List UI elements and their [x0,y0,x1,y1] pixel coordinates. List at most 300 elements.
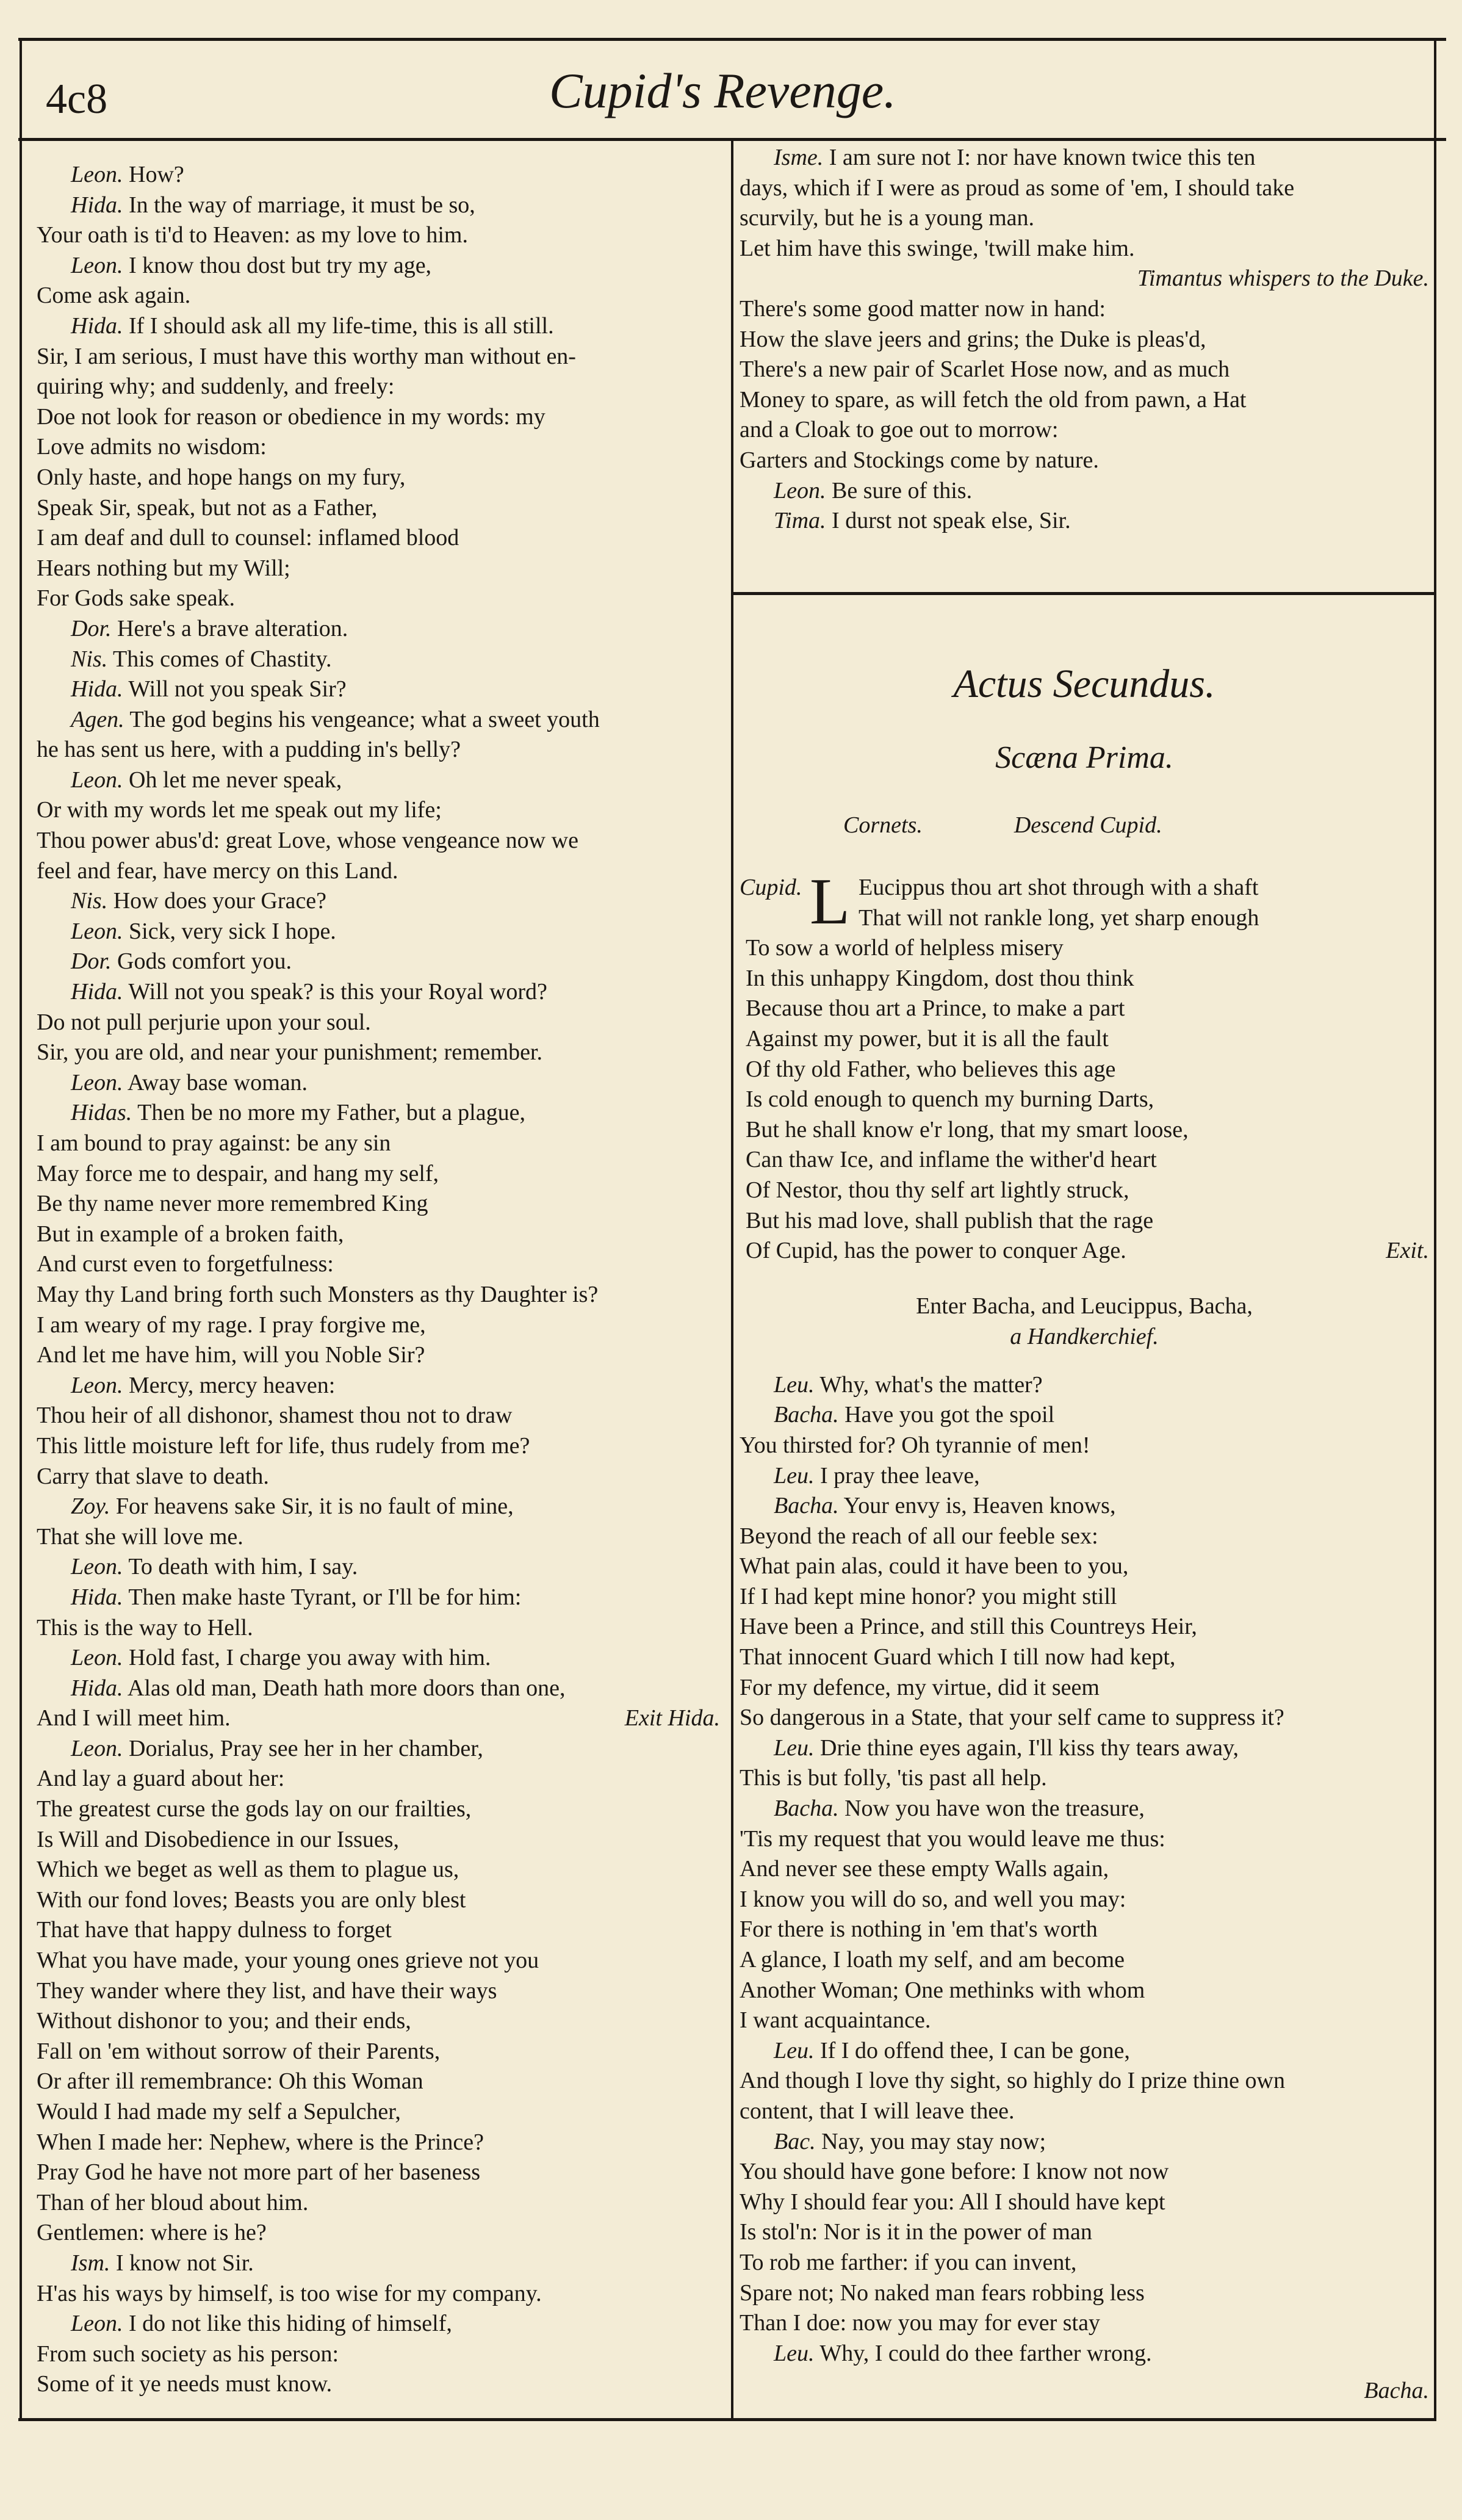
speaker-name: Leon. [774,477,826,504]
line-text: Pray God he have not more part of her baseness [37,2159,481,2186]
text-line [37,856,720,887]
text-line [37,220,720,251]
text-line [740,1824,1429,1855]
line-text: And though I love thy sight, so highly do I prize thine own [740,2068,1285,2094]
line-text: he has sent us here, with a pudding in's belly? [37,737,461,763]
text-line [740,1400,1429,1431]
line-text: Have been a Prince, and still this Countreys Heir, [740,1614,1197,1640]
text-line [740,2006,1429,2036]
line-text: quiring why; and suddenly, and freely: [37,374,395,400]
speaker-name: Hidas. [71,1100,132,1126]
line-text: Or after ill remembrance: Oh this Woman [37,2068,423,2095]
line-text: Beyond the reach of all our feeble sex: [740,1523,1098,1549]
speaker-name: Leon. [71,1372,123,1398]
text-line [740,264,1429,294]
cupid-line: Against my power, but it is all the fault [746,1025,1109,1052]
text-line [37,463,720,493]
speaker-name: Leu. [774,1735,815,1761]
text-line [740,1673,1429,1703]
line-text: Is stol'n: Nor is it in the power of man [740,2219,1092,2245]
speaker-name: Bacha. [774,1402,839,1428]
speaker-name: Agen. [71,706,124,732]
text-line [37,1764,720,1794]
right-column-bottom [740,635,1429,2406]
text-line [37,1703,720,1734]
line-text: And never see these empty Walls again, [740,1856,1109,1882]
line-text: Or with my words let me speak out my life; [37,797,442,823]
line-text: If I should ask all my life-time, this is all still. [129,312,554,339]
text-line [37,1310,720,1341]
left-frame-rule [20,38,22,2421]
line-text: Garters and Stockings come by nature. [740,447,1099,473]
act-heading: Actus Secundus. [953,662,1215,706]
text-line [740,1431,1429,1461]
speaker-cupid: Cupid. [740,875,802,900]
text-line [37,917,720,947]
stage-direction-cornets [740,807,1429,843]
text-line [740,143,1429,173]
text-line [740,1522,1429,1552]
text-line [37,2006,720,2037]
text-line [37,1098,720,1128]
speaker-name: Leon. [71,767,123,793]
line-text: Be sure of this. [832,477,973,504]
text-line [37,2339,720,2370]
text-line [37,2037,720,2067]
text-line [37,1340,720,1371]
line-text: Sir, you are old, and near your punishment; remember. [37,1039,542,1066]
speaker-name: Bac. [774,2128,816,2154]
text-line [37,826,720,856]
line-text: But in example of a broken faith, [37,1221,344,1247]
speaker-name: Zoy. [71,1493,110,1520]
line-text: To rob me farther: if you can invent, [740,2249,1077,2275]
text-line [37,795,720,826]
text-line [37,2128,720,2158]
line-text: Why, I could do thee farther wrong. [819,2340,1152,2366]
text-line [740,2066,1429,2096]
cupid-line: But his mad love, shall publish that the rage [746,1207,1154,1233]
text-line [37,977,720,1008]
text-line [740,2339,1429,2369]
text-line [37,2369,720,2400]
text-line [740,1551,1429,1582]
speaker-name: Leu. [774,1371,815,1398]
cupid-line: That will not rankle long, yet sharp enough [859,904,1259,931]
text-line [37,1159,720,1190]
text-line [37,1280,720,1310]
line-text: Hears nothing but my Will; [37,555,290,581]
text-line [740,2217,1429,2248]
line-text: Then be no more my Father, but a plague, [137,1100,525,1126]
text-line [740,325,1429,355]
line-text: How the slave jeers and grins; the Duke is pleas'd, [740,326,1206,352]
running-title: Cupid's Revenge. [549,63,896,118]
text-line [37,1643,720,1673]
text-line [37,1522,720,1553]
line-text: Sir, I am serious, I must have this worthy man without en- [37,343,576,369]
cupid-line: Of Cupid, has the power to conquer Age. [746,1238,1126,1264]
text-line [740,2157,1429,2187]
line-text: Fall on 'em without sorrow of their Parents, [37,2038,441,2064]
line-text: I know thou dost but try my age, [129,252,432,278]
cupid-line: But he shall know e'r long, that my smart loose, [746,1116,1189,1143]
line-text: Mercy, mercy heaven: [129,1372,336,1398]
text-line [740,1703,1429,1733]
line-text: How? [129,162,184,187]
text-line [37,1462,720,1492]
line-text: Why I should fear you: All I should have kept [740,2189,1165,2215]
text-line [37,523,720,554]
bottom-rule [18,2418,1436,2421]
line-text: I pray thee leave, [820,1462,980,1489]
text-line [37,886,720,917]
line-text: Your envy is, Heaven knows, [843,1493,1116,1519]
line-text: Some of it ye needs must know. [37,2371,333,2397]
text-line [37,2279,720,2309]
text-line [740,1612,1429,1642]
enter-direction [740,1291,1429,1352]
line-text: Here's a brave alteration. [117,615,348,641]
stage-direction: Exit Hida. [624,1705,720,1731]
line-text: That she will love me. [37,1523,243,1550]
text-line [740,2096,1429,2127]
line-text: The greatest curse the gods lay on our frailties, [37,1796,472,1822]
text-line [37,644,720,675]
text-line [740,2248,1429,2278]
text-line [37,1492,720,1522]
text-line [740,2187,1429,2218]
text-line [37,160,720,190]
line-text: There's some good matter now in hand: [740,295,1106,322]
text-line [37,1673,720,1704]
cupid-line: Because thou art a Prince, to make a part [746,995,1125,1022]
line-text: The god begins his vengeance; what a sweet youth [129,706,600,732]
line-text: Will not you speak Sir? [128,676,347,702]
line-text: And let me have him, will you Noble Sir? [37,1342,425,1368]
text-line [37,554,720,584]
line-text: Spare not; No naked man fears robbing less [740,2280,1145,2306]
text-line [37,1249,720,1280]
text-line [740,1642,1429,1673]
text-line [740,1733,1429,1764]
text-line [740,1854,1429,1885]
line-text: I know not Sir. [115,2250,254,2276]
speaker-name: Hida. [71,1675,123,1701]
line-text: That innocent Guard which I till now had kept, [740,1644,1176,1670]
line-text: and a Cloak to goe out to morrow: [740,417,1059,443]
line-text: And lay a guard about her: [37,1766,285,1792]
line-text: This comes of Chastity. [113,646,332,672]
text-line [37,1613,720,1644]
line-text: When I made her: Nephew, where is the Prince? [37,2129,484,2155]
text-line [37,2188,720,2219]
line-text: Will not you speak? is this your Royal word? [128,979,547,1005]
speaker-name: Hida. [71,312,123,339]
line-text: Money to spare, as will fetch the old from pawn, a Hat [740,386,1247,413]
line-text: I am weary of my rage. I pray forgive me, [37,1312,426,1338]
line-text: I am bound to pray against: be any sin [37,1130,391,1156]
line-text: Oh let me never speak, [129,767,342,793]
speaker-name: Leon. [71,1735,123,1761]
cupid-line: To sow a world of helpless misery [746,935,1064,961]
speaker-name: Leon. [71,162,123,187]
text-line [740,2308,1429,2339]
line-text: Thou power abus'd: great Love, whose vengeance now we [37,828,578,854]
speaker-name: Leon. [71,252,123,278]
line-text: Thou heir of all dishonor, shamest thou not to draw [37,1403,513,1429]
text-line [740,355,1429,385]
cupid-lines [740,903,1429,1266]
text-line [37,1946,720,1976]
line-text: So dangerous in a State, that your self came to suppress it? [740,1705,1284,1731]
text-line [37,1219,720,1250]
page-number: 4c8 [46,76,108,123]
line-text: I want acquaintance. [740,2007,931,2034]
text-line [37,1885,720,1916]
text-line [37,1552,720,1583]
line-text: scurvily, but he is a young man. [740,205,1035,231]
cupid-speech [740,865,1429,1266]
text-line [37,2309,720,2339]
speaker-name: Dor. [71,615,112,641]
speaker-name: Leon. [71,1554,123,1580]
text-line [740,294,1429,325]
text-line [37,1431,720,1462]
line-text: In the way of marriage, it must be so, [129,192,475,218]
line-text: Do not pull perjurie upon your soul. [37,1009,371,1035]
stage-direction: Timantus whispers to the Duke. [1137,265,1429,292]
line-text: For my defence, my virtue, did it seem [740,1674,1100,1700]
text-line [37,1401,720,1431]
line-text: Then make haste Tyrant, or I'll be for him: [128,1584,522,1610]
text-line [37,311,720,342]
text-line [740,1491,1429,1522]
text-line [37,1794,720,1825]
text-line [37,402,720,433]
line-text: Come ask again. [37,283,191,309]
text-line [740,1885,1429,1915]
text-line [740,506,1429,536]
line-text: For there is nothing in 'em that's worth [740,1916,1098,1943]
speaker-name: Bacha. [774,1493,839,1519]
line-text: You should have gone before: I know not now [740,2159,1169,2185]
line-text: Only haste, and hope hangs on my fury, [37,464,406,490]
text-line [740,476,1429,507]
text-line [37,765,720,796]
line-text: For heavens sake Sir, it is no fault of mine, [115,1493,514,1520]
text-line [37,1825,720,1855]
line-text: If I had kept mine honor? you might still [740,1583,1117,1609]
speaker-name: Isme. [774,145,824,170]
speaker-name: Leon. [71,1069,123,1096]
text-line [37,1068,720,1099]
right-frame-rule [1434,38,1436,2421]
line-text: You thirsted for? Oh tyrannie of men! [740,1432,1090,1458]
line-text: Why, what's the matter? [819,1371,1043,1398]
speaker-name: Leon. [71,2311,123,2337]
cupid-first-line: Eucippus thou art shot through with a shaft [859,875,1259,900]
speaker-name: Dor. [71,948,112,975]
line-text: This little moisture left for life, thus rudely from me? [37,1432,530,1459]
text-line [740,2127,1429,2157]
left-column [37,160,720,2400]
speaker-name: Ism. [71,2250,110,2276]
line-text: Your oath is ti'd to Heaven: as my love to him. [37,222,468,248]
line-text: Is Will and Disobedience in our Issues, [37,1826,400,1852]
speaker-name: Hida. [71,192,123,218]
line-text: They wander where they list, and have their ways [37,1977,497,2004]
exit-direction: Exit. [1386,1238,1429,1264]
text-line [37,674,720,705]
speaker-name: Leu. [774,2037,815,2063]
act-divider-rule [733,592,1435,595]
line-text: Drie thine eyes again, I'll kiss thy tears away, [820,1735,1239,1761]
line-text: May thy Land bring forth such Monsters as thy Daughter is? [37,1281,599,1307]
line-text: Would I had made my self a Sepulcher, [37,2099,401,2125]
dialogue-bottom [740,1370,1429,2369]
text-line [37,342,720,372]
line-text: I do not like this hiding of himself, [129,2311,452,2337]
speaker-name: Hida. [71,676,123,702]
line-text: That have that happy dulness to forget [37,1917,392,1943]
cupid-line: Of Nestor, thou thy self art lightly struck, [746,1177,1129,1203]
text-line [37,2067,720,2097]
line-text: days, which if I were as proud as some of 'em, I should take [740,175,1295,201]
cupid-line: In this unhappy Kingdom, dost thou think [746,965,1134,991]
text-line [37,947,720,977]
text-line [37,1008,720,1038]
cupid-line: Is cold enough to quench my burning Darts, [746,1086,1154,1113]
speaker-name: Hida. [71,979,123,1005]
text-line [37,190,720,221]
text-line [37,251,720,281]
line-text: Be thy name never more remembred King [37,1191,428,1217]
text-line [740,1763,1429,1794]
line-text: Now you have won the treasure, [844,1796,1145,1822]
speaker-name: Nis. [71,646,108,672]
line-text: I am sure not I: nor have known twice this ten [829,145,1256,170]
line-text: Doe not look for reason or obedience in my words: my [37,403,546,430]
line-text: Let him have this swinge, 'twill make him. [740,235,1135,261]
line-text: Gods comfort you. [117,948,292,975]
enter-line-2: a Handkerchief. [1010,1323,1159,1349]
text-line [37,432,720,463]
line-text: Dorialus, Pray see her in her chamber, [129,1735,483,1761]
text-line [740,1976,1429,2006]
text-line [37,372,720,402]
text-line [740,173,1429,204]
text-line [740,1582,1429,1612]
line-text: I know you will do so, and well you may: [740,1886,1126,1912]
line-text: Speak Sir, speak, but not as a Father, [37,494,378,521]
text-line [37,1855,720,1885]
text-line [740,415,1429,446]
text-line [740,1915,1429,1945]
line-text: Sick, very sick I hope. [129,918,336,944]
line-text: 'Tis my request that you would leave me thus: [740,1825,1165,1852]
right-column-top [740,143,1429,536]
text-line [740,1370,1429,1401]
text-line [37,614,720,644]
line-text: Love admits no wisdom: [37,434,267,460]
speaker-name: Hida. [71,1584,123,1610]
text-line [37,1976,720,2007]
line-text: H'as his ways by himself, is too wise for my company. [37,2280,542,2306]
line-text: What you have made, your young ones grieve not you [37,1948,539,1974]
line-text: Another Woman; One methinks with whom [740,1977,1145,2003]
line-text: Nay, you may stay now; [821,2128,1046,2154]
line-text: How does your Grace? [113,888,326,914]
speaker-name: Tima. [774,508,826,534]
text-line [740,2036,1429,2067]
text-line [740,1794,1429,1824]
text-line [37,583,720,614]
text-line [37,1189,720,1219]
line-text: I am deaf and dull to counsel: inflamed blood [37,525,459,551]
line-text: From such society as his person: [37,2341,339,2367]
line-text: Without dishonor to you; and their ends, [37,2008,411,2034]
line-text: What pain alas, could it have been to you, [740,1553,1129,1580]
speaker-name: Leon. [71,1645,123,1671]
speaker-name: Bacha. [774,1796,839,1822]
line-text: For Gods sake speak. [37,585,236,612]
line-text: Away base woman. [127,1069,308,1096]
enter-line-1: Enter Bacha, and Leucippus, Bacha, [916,1293,1253,1319]
text-line [740,446,1429,476]
text-line [37,281,720,311]
text-line [37,735,720,765]
cupid-line: Of thy old Father, who believes this age [746,1056,1116,1082]
line-text: Hold fast, I charge you away with him. [129,1645,491,1671]
text-line [740,2278,1429,2309]
text-line [37,1128,720,1159]
line-text: And curst even to forgetfulness: [37,1251,334,1277]
text-line [37,1371,720,1401]
scene-heading: Scæna Prima. [995,740,1173,775]
text-line [740,1461,1429,1492]
speaker-name: Leu. [774,2340,815,2366]
line-text: This is the way to Hell. [37,1614,253,1641]
text-line [37,2157,720,2188]
text-line [740,234,1429,264]
line-text: And I will meet him. [37,1705,231,1731]
text-line [37,493,720,524]
line-text: content, that I will leave thee. [740,2098,1015,2124]
line-text: I durst not speak else, Sir. [832,508,1071,534]
line-text: Which we beget as well as them to plague us, [37,1857,459,1883]
descend-text: Descend Cupid. [1014,812,1162,838]
line-text: A glance, I loath my self, and am become [740,1947,1125,1973]
text-line [37,1915,720,1946]
line-text: Than I doe: now you may for ever stay [740,2310,1100,2336]
catchword: Bacha. [1364,2378,1429,2404]
text-line [740,203,1429,234]
line-text: If I do offend thee, I can be gone, [820,2037,1130,2063]
line-text: There's a new pair of Scarlet Hose now, and as much [740,356,1230,383]
speaker-name: Leon. [71,918,123,944]
text-line [37,2218,720,2248]
line-text: This is but folly, 'tis past all help. [740,1765,1047,1791]
speaker-name: Nis. [71,888,108,914]
line-text: Alas old man, Death hath more doors than one, [127,1675,566,1701]
line-text: With our fond loves; Beasts you are only blest [37,1886,466,1913]
line-text: Than of her bloud about him. [37,2189,309,2215]
text-line [37,2097,720,2128]
text-line [37,1583,720,1613]
line-text: feel and fear, have mercy on this Land. [37,857,398,884]
line-text: To death with him, I say. [128,1554,358,1580]
